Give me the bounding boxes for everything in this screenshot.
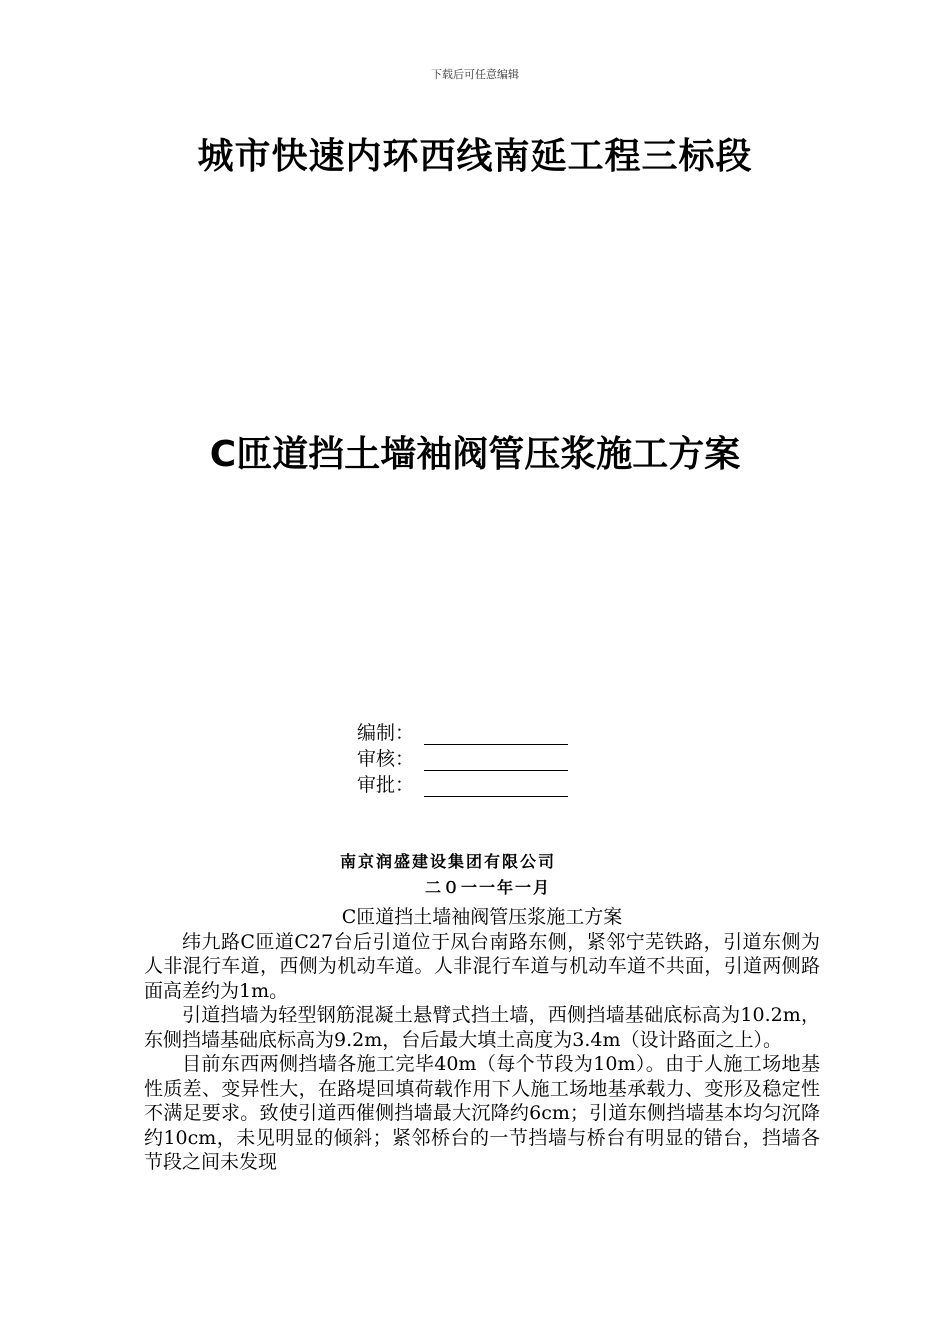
project-title: 城市快速内环西线南延工程三标段 xyxy=(197,136,753,177)
document-date: 二０一一年一月 xyxy=(425,878,552,897)
header-note: 下载后可任意编辑 xyxy=(431,68,519,81)
sign-row-compile xyxy=(357,719,597,745)
document-title: C匝道挡土墙袖阀管压浆施工方案 xyxy=(209,434,741,475)
paragraph: 引道挡墙为轻型钢筋混凝土悬臂式挡土墙，西侧挡墙基础底标高为10.2m，东侧挡墙基础底标高为9.2m，台后最大填土高度为3.4m（设计路面之上）。 xyxy=(144,1004,820,1051)
paragraph: 纬九路C匝道C27台后引道位于凤台南路东侧，紧邻宁芜铁路，引道东侧为人非混行车道，西侧为机动车道。人非混行车道与机动车道不共面，引道两侧路面高差约为1m。 xyxy=(144,930,820,1002)
compile-label: 编制： xyxy=(357,722,415,744)
signature-block xyxy=(357,719,597,797)
paragraph: 目前东西两侧挡墙各施工完毕40m（每个节段为10m）。由于人施工场地基性质差、变异性大，在路堤回填荷载作用下人施工场地基承载力、变形及稳定性不满足要求。致使引道西催侧挡墙最大沉降约6cm；引道东侧挡墙基本均匀沉降约10cm，未见明显的倾斜；紧邻桥台的一节挡墙与桥台有明显的错台，挡墙各节段之间未发现 xyxy=(144,1053,820,1173)
body-text xyxy=(144,905,820,1175)
compile-signature-line xyxy=(424,724,568,745)
sign-row-review xyxy=(357,745,597,771)
sign-row-approve xyxy=(357,771,597,797)
body-heading: C匝道挡土墙袖阀管压浆施工方案 xyxy=(341,906,623,928)
company-name: 南京润盛建设集团有限公司 xyxy=(340,852,557,871)
review-signature-line xyxy=(424,750,568,771)
approve-signature-line xyxy=(424,776,568,797)
approve-label: 审批： xyxy=(357,774,415,796)
review-label: 审核： xyxy=(357,748,415,770)
